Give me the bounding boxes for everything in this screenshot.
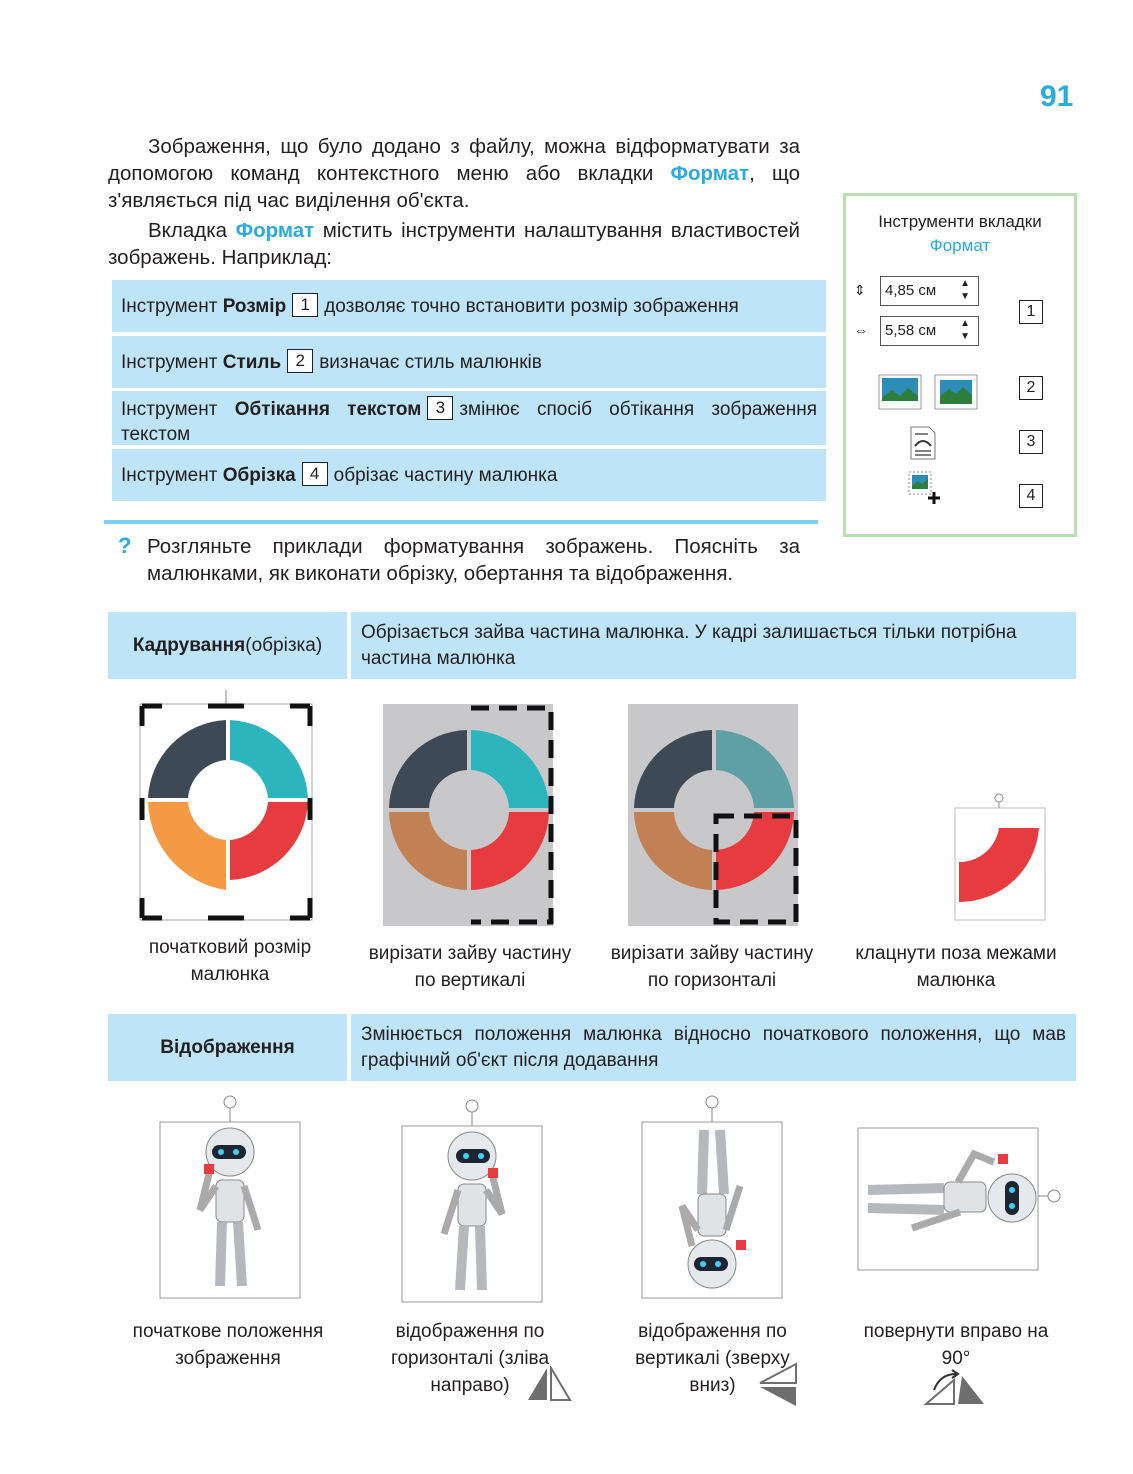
intro-text-1b: , що з'являється під час виділення об'єкта. [108, 162, 800, 212]
panel-label-2: 2 [1019, 376, 1043, 400]
tool-row-size [112, 280, 826, 332]
rotate-right-icon [922, 1366, 988, 1406]
tool-desc-style: визначає стиль малюнків [319, 352, 542, 373]
spinner-arrows-icon[interactable]: ▲ ▼ [960, 278, 970, 302]
tool-number-2: 2 [287, 349, 313, 373]
crop-caption-2: вирізати зайву частину по вертикалі [368, 943, 572, 991]
intro-paragraph-2 [108, 217, 800, 271]
question-text: Розгляньте приклади форматування зображень. Поясніть за малюнками, як виконати обрізку, обертання та відображення. [147, 535, 800, 585]
reflect-caption-1: початкове положення зображення [132, 1321, 324, 1369]
picture-style-icon[interactable] [878, 374, 922, 410]
tool-number-3: 3 [427, 396, 453, 420]
tool-pre: Інструмент [121, 352, 223, 373]
spinner-arrows-icon[interactable]: ▲ ▼ [960, 318, 970, 342]
question-mark-icon: ? [118, 533, 132, 558]
crop-horizontal-image[interactable] [620, 696, 810, 930]
height-value: 4,85 см [885, 282, 937, 299]
tool-desc-size: дозволяє точно встановити розмір зображення [324, 296, 739, 317]
tool-pre: Інструмент [121, 465, 223, 486]
crop-section-title [108, 612, 347, 679]
panel-label-1: 1 [1019, 300, 1043, 324]
tool-desc-crop: обрізає частину малюнка [333, 465, 558, 486]
reflect-description-text: Змінюється положення малюнка відносно початкового положення, що мав графічний об'єкт після додавання [361, 1023, 1066, 1071]
reflect-section-description [351, 1014, 1076, 1081]
reflect-caption-3: відображення по вертикалі (зверху вниз) [635, 1321, 790, 1396]
crop-caption-4: клацнути поза межами малюнка [855, 943, 1057, 991]
reflect-title-text: Відображення [160, 1036, 295, 1058]
flip-horizontal-icon [526, 1366, 572, 1402]
width-value: 5,58 см [885, 322, 937, 339]
page-number: 91 [1040, 80, 1074, 113]
robot-original-image[interactable] [150, 1090, 310, 1310]
robot-horizontal-flip-image[interactable] [392, 1094, 552, 1314]
panel-label-4: 4 [1019, 484, 1043, 508]
height-icon: ⇕ [854, 282, 866, 298]
panel-label-3: 3 [1019, 430, 1043, 454]
reflect-caption-4: повернути вправо на 90° [863, 1321, 1049, 1369]
format-keyword-1: Формат [670, 162, 750, 185]
crop-original-image[interactable] [130, 690, 330, 930]
tool-pre: Інструмент [121, 399, 235, 420]
crop-result-image[interactable] [945, 792, 1055, 926]
crop-caption-3: вирізати зайву частину по горизонталі [610, 943, 814, 991]
intro-text-1a: Зображення, що було додано з файлу, можна відформатувати за допомогою команд контекстного меню або вкладки [108, 135, 800, 185]
tool-name-size: Розмір [222, 296, 287, 317]
reflect-section-title [108, 1014, 347, 1081]
crop-title-bold: Кадрування [132, 634, 246, 656]
tool-row-wrap [112, 391, 826, 445]
picture-style-icon-2[interactable] [934, 374, 978, 410]
format-tools-panel [843, 193, 1077, 537]
tool-name-crop: Обрізка [222, 465, 296, 486]
panel-title-line1: Інструменти вкладки [878, 212, 1042, 231]
tool-row-style [112, 336, 826, 388]
height-spinner[interactable] [880, 276, 979, 306]
panel-title [846, 210, 1074, 258]
width-icon: ⇔ [854, 322, 868, 338]
crop-icon[interactable] [906, 470, 946, 508]
tool-name-wrap: Обтікання текстом [234, 399, 422, 420]
tool-desc-wrap: змінює спосіб обтікання зображення текстом [121, 399, 818, 445]
reflect-caption-2: відображення по горизонталі (зліва направо) [390, 1321, 550, 1396]
crop-section-description [351, 612, 1076, 679]
intro-paragraph-1 [108, 133, 800, 214]
robot-rotated-image[interactable] [848, 1118, 1068, 1278]
crop-caption-1: початковий розмір малюнка [148, 937, 312, 985]
intro-text-2a: Вкладка [148, 219, 236, 242]
flip-vertical-icon [758, 1362, 798, 1408]
wrap-text-icon[interactable] [908, 426, 938, 460]
crop-vertical-image[interactable] [375, 696, 565, 930]
tool-pre: Інструмент [121, 296, 223, 317]
crop-description-text: Обрізається зайва частина малюнка. У кадрі залишається тільки потрібна частина малюнка [361, 621, 1017, 669]
width-spinner[interactable] [880, 316, 979, 346]
intro-text-2b: містить інструменти налаштування властивостей зображень. Наприклад: [108, 219, 800, 269]
tool-name-style: Стиль [222, 352, 282, 373]
format-keyword-2: Формат [235, 219, 315, 242]
panel-title-keyword: Формат [929, 236, 991, 255]
tool-row-crop [112, 449, 826, 501]
robot-vertical-flip-image[interactable] [632, 1090, 792, 1310]
section-divider [104, 520, 818, 524]
crop-title-normal: (обрізка) [245, 634, 323, 656]
tool-number-4: 4 [302, 462, 328, 486]
tool-number-1: 1 [292, 293, 318, 317]
